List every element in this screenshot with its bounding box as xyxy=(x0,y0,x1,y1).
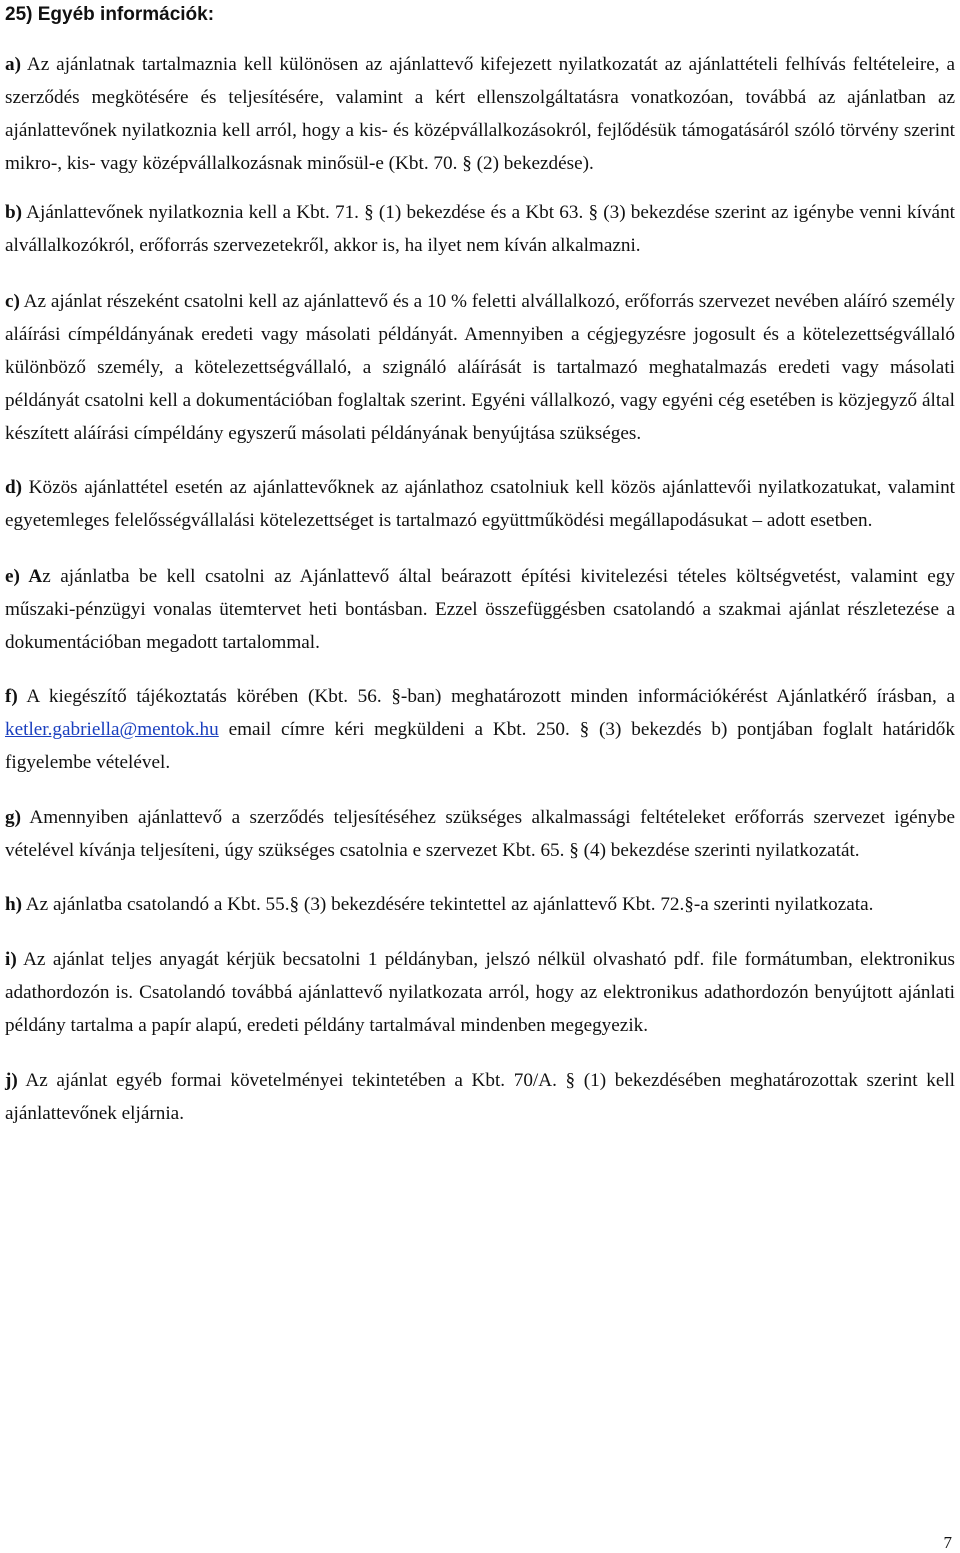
paragraph-h xyxy=(5,888,955,921)
paragraph-letter: h) xyxy=(5,894,23,915)
paragraph-letter: d) xyxy=(5,477,23,498)
paragraph-text: email címre kéri megküldeni a Kbt. 250. § (3) bekezdés b) pontjában foglalt határidők figyelembe vételével. xyxy=(5,719,955,773)
paragraph-letter: f) xyxy=(5,686,18,707)
paragraph-text: Közös ajánlattétel esetén az ajánlattevőknek az ajánlathoz csatolniuk kell közös ajánlattevői nyilatkozatukat, valamint egyetemleges felelősségvállalási kötelezettséget is tartalmazó együttműködési megállapodásukat – adott esetben. xyxy=(5,477,955,531)
paragraph-letter: i) xyxy=(5,949,17,970)
paragraph-letter: g) xyxy=(5,807,21,828)
paragraph-text: z ajánlatba be kell csatolni az Ajánlattevő által beárazott építési kivitelezési tételes költségvetést, valamint egy műszaki-pénzügyi vonalas ütemtervet heti bontásban. Ezzel összefüggésben csatolandó a szakmai ajánlat részletezése a dokumentációban megadott tartalommal. xyxy=(5,566,955,653)
page-number: 7 xyxy=(943,1533,952,1552)
document-page xyxy=(5,0,955,1130)
paragraph-letter: j) xyxy=(5,1070,18,1091)
paragraph-a xyxy=(5,48,955,180)
section-heading: 25) Egyéb információk: xyxy=(5,4,215,25)
paragraph-text: Amennyiben ajánlattevő a szerződés teljesítéséhez szükséges alkalmassági feltételeket erőforrás szervezet igénybe vételével kívánja teljesíteni, úgy szükséges csatolnia e szervezet Kbt. 65. § (4) bekezdése szerinti nyilatkozatát. xyxy=(5,807,955,861)
email-link[interactable]: ketler.gabriella@mentok.hu xyxy=(5,719,219,740)
paragraph-letter: b) xyxy=(5,202,23,223)
paragraph-text: A kiegészítő tájékoztatás körében (Kbt. 56. §-ban) meghatározott minden információkérést Ajánlatkérő írásban, a xyxy=(17,686,955,707)
paragraph-text: Az ajánlatnak tartalmaznia kell különösen az ajánlattevő kifejezett nyilatkozatát az ajánlattételi felhívás feltételeire, a szerződés megkötésére és teljesítésére, valamint a kért ellenszolgáltatásra vonatkozóan, továbbá az ajánlatban az ajánlattevőnek nyilatkoznia kell arról, hogy a kis- és középvállalkozásokról, fejlődésük támogatásáról szóló törvény szerint mikro-, kis- vagy középvállalkozásnak minősül-e (Kbt. 70. § (2) bekezdése). xyxy=(5,54,955,174)
paragraph-letter: c) xyxy=(5,291,20,312)
paragraph-e xyxy=(5,560,955,659)
paragraph-text: Az ajánlatba csatolandó a Kbt. 55.§ (3) bekezdésére tekintettel az ajánlattevő Kbt. 72.§-a szerinti nyilatkozata. xyxy=(22,894,874,915)
paragraph-c xyxy=(5,285,955,450)
paragraph-letter: e) A xyxy=(5,566,43,587)
paragraph-j xyxy=(5,1064,955,1130)
paragraph-d xyxy=(5,471,955,537)
paragraph-text: Ajánlattevőnek nyilatkoznia kell a Kbt. 71. § (1) bekezdése és a Kbt 63. § (3) bekezdése szerint az igénybe venni kívánt alvállalkozókról, erőforrás szervezetekről, akkor is, ha ilyet nem kíván alkalmazni. xyxy=(5,202,955,256)
paragraph-b xyxy=(5,196,955,262)
paragraph-g xyxy=(5,801,955,867)
paragraph-text: Az ajánlat egyéb formai követelményei tekintetében a Kbt. 70/A. § (1) bekezdésében meghatározottak szerint kell ajánlattevőnek eljárnia. xyxy=(5,1070,955,1124)
paragraph-text: Az ajánlat részeként csatolni kell az ajánlattevő és a 10 % feletti alvállalkozó, erőforrás szervezet nevében aláíró személy aláírási címpéldányának eredeti vagy másolati példányát. Amennyiben a cégjegyzésre jogosult és a kötelezettségvállaló különböző személy, a kötelezettségvállaló, a szignáló aláírását is tartalmazó meghatalmazás eredeti vagy másolati példányát csatolni kell a dokumentációban foglaltak szerint. Egyéni vállalkozó, vagy egyéni cég esetében is közjegyző által készített aláírási címpéldány egyszerű másolati példányának benyújtása szükséges. xyxy=(5,291,955,444)
paragraph-text: Az ajánlat teljes anyagát kérjük becsatolni 1 példányban, jelszó nélkül olvasható pdf. file formátumban, elektronikus adathordozón is. Csatolandó továbbá ajánlattevő nyilatkozata arról, hogy az elektronikus adathordozón benyújtott ajánlati példány tartalma a papír alapú, eredeti példány tartalmával mindenben megegyezik. xyxy=(5,949,955,1036)
paragraph-i xyxy=(5,943,955,1042)
paragraph-f xyxy=(5,680,955,779)
paragraph-letter: a) xyxy=(5,54,21,75)
